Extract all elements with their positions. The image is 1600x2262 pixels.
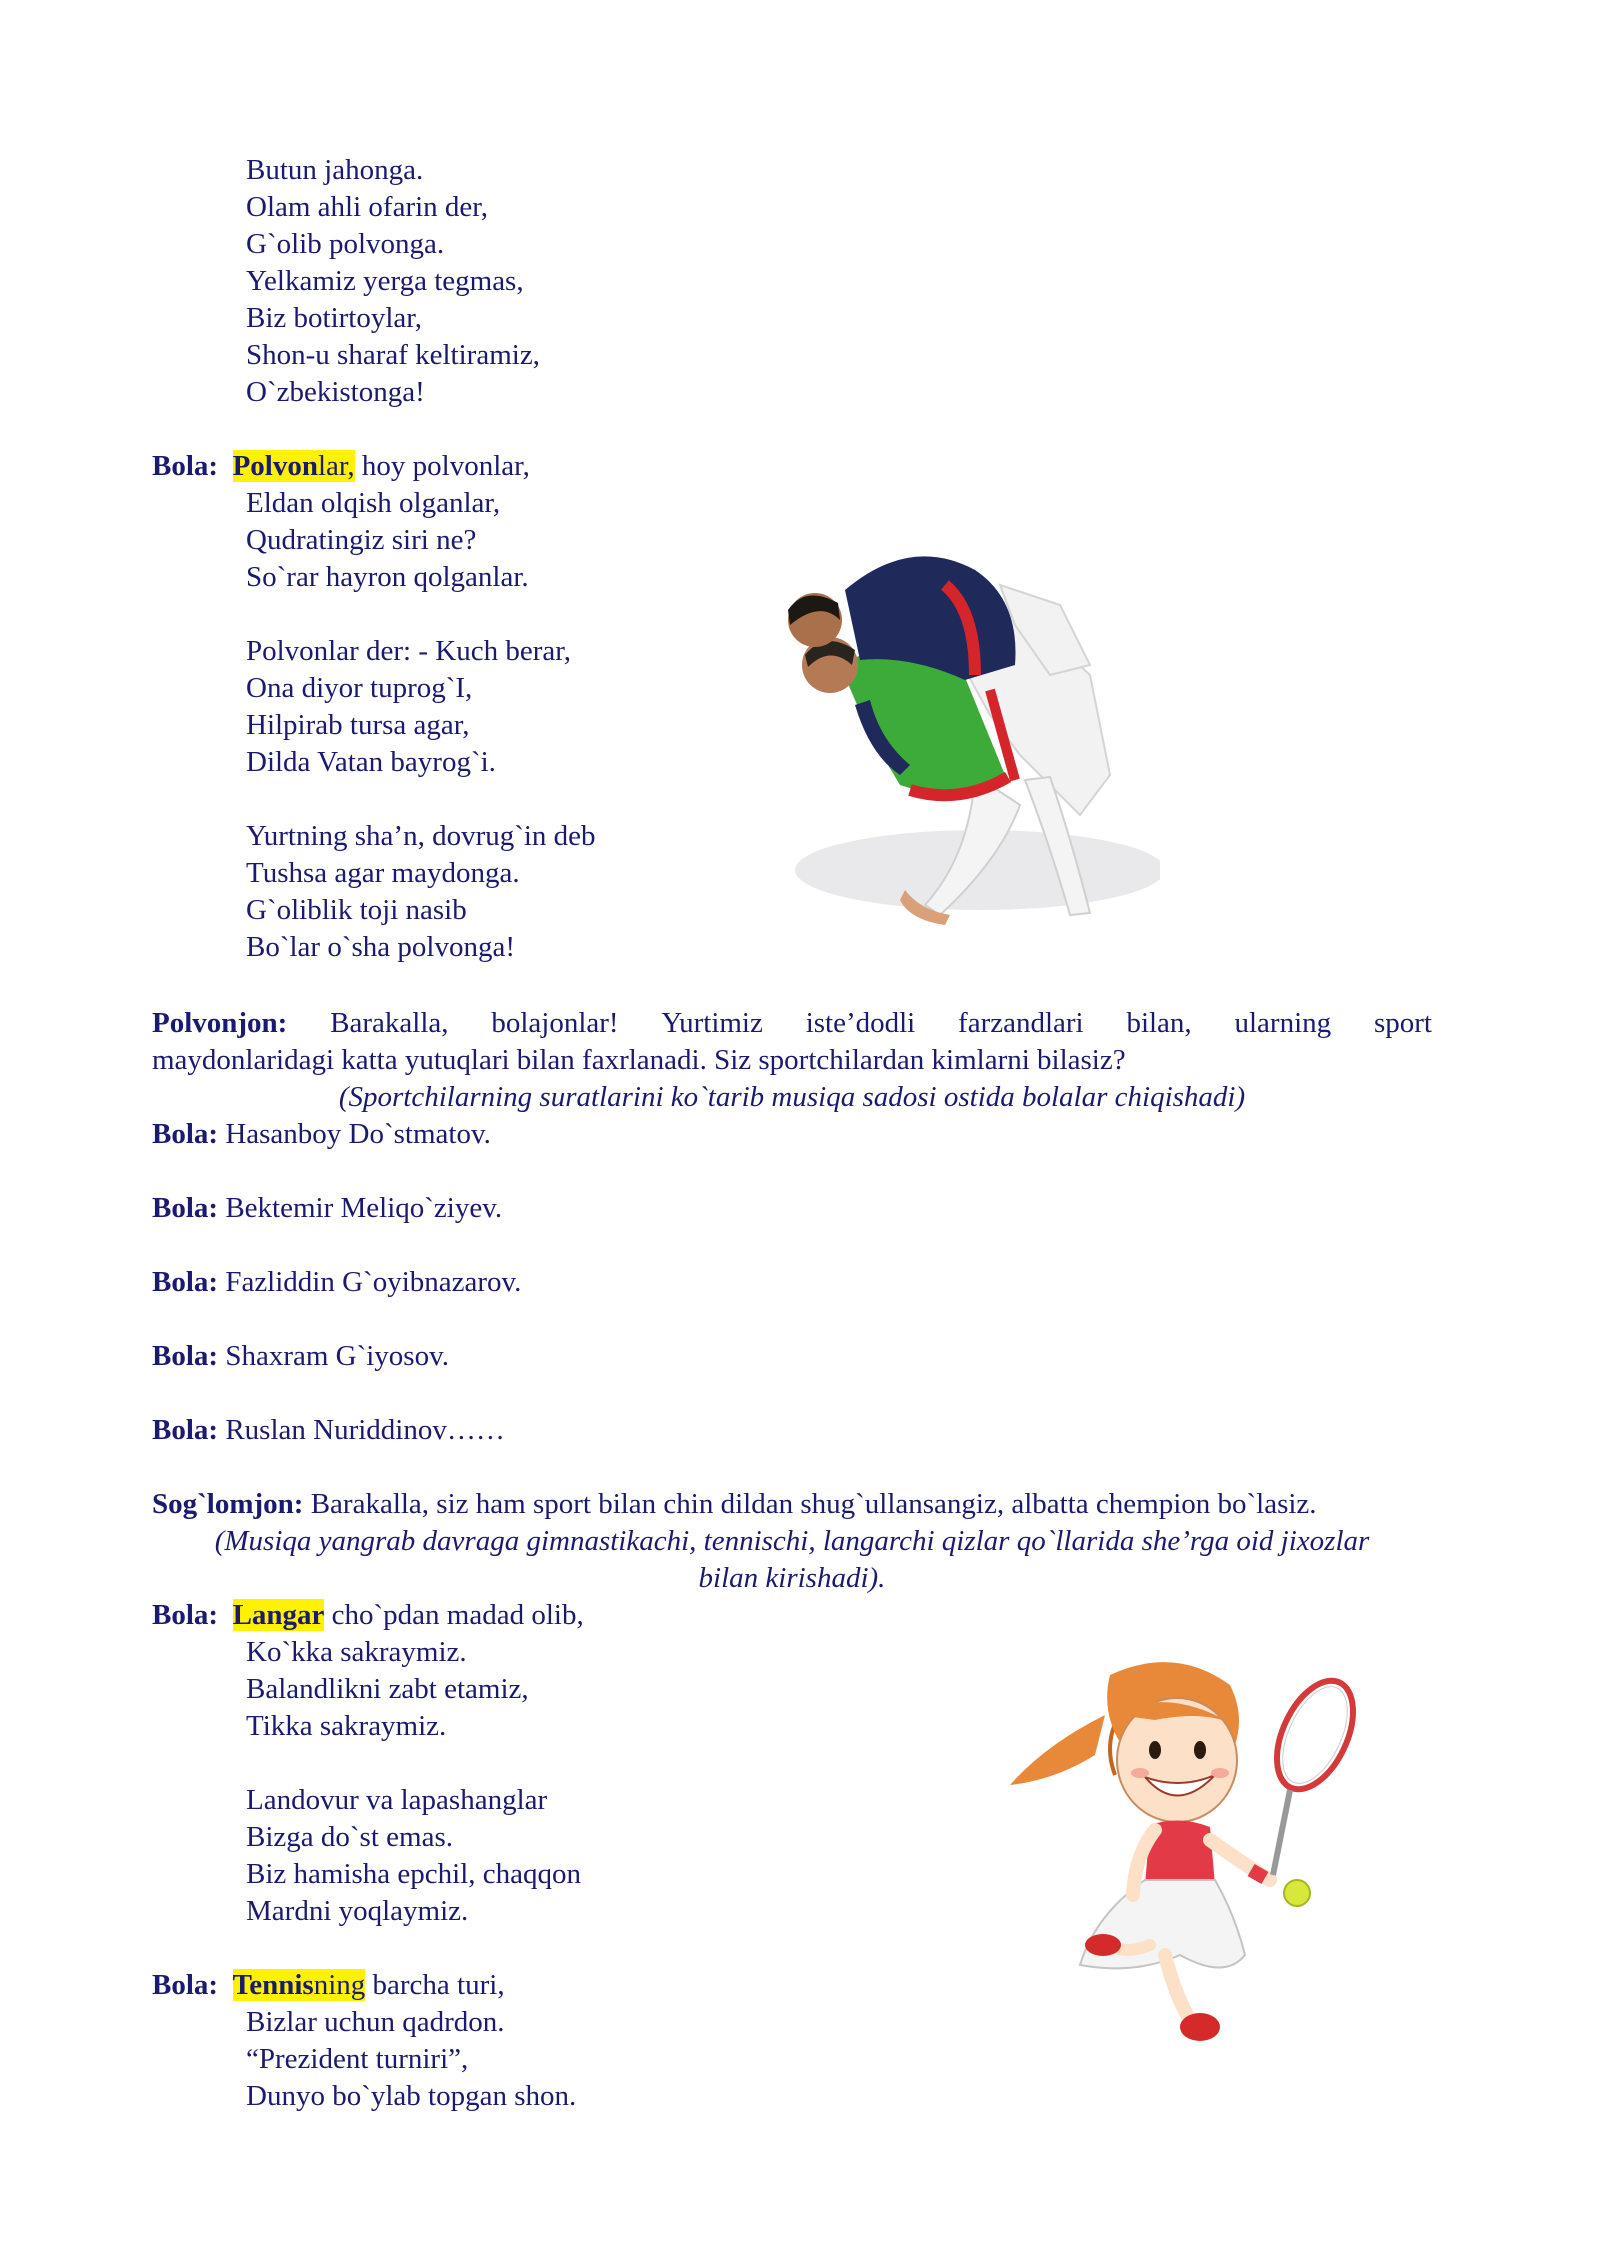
poem-line: Tikka sakraymiz. [246,1710,447,1742]
poem-line: Ona diyor tuprog`I, [246,672,473,704]
dialogue-text: Barakalla, siz ham sport bilan chin dildan shug`ullansangiz, albatta chempion bo`lasiz. [303,1488,1317,1520]
speaker-label: Bola: [152,1599,219,1631]
speaker-label: Bola: [152,1969,219,2001]
poem-line: Bizlar uchun qadrdon. [246,2006,505,2038]
dialogue-line [152,1967,505,2004]
word: iste’dodli [805,1007,916,1039]
wrestlers-image [760,515,1160,945]
poem-line: Tushsa agar maydonga. [246,857,520,889]
poem-line: Yelkamiz yerga tegmas, [246,265,524,297]
poem-line: Butun jahonga. [246,154,424,186]
athlete-line: Bola: Bektemir Meliqo`ziyev. [152,1192,503,1224]
highlighted-word: Langar [232,1599,325,1631]
poem-line: Eldan olqish olganlar, [246,487,501,519]
speaker-label: Polvonjon: [152,1007,288,1039]
poem-line: Shon-u sharaf keltiramiz, [246,339,540,371]
dialogue-line [152,448,530,485]
word: farzandlari [958,1007,1084,1039]
speaker-label: Sog`lomjon: [152,1488,304,1520]
word: Barakalla, [330,1007,449,1039]
stage-direction: (Musiqa yangrab davraga gimnastikachi, tennischi, langarchi qizlar qo`llarida she’rga oid jixozlar [214,1525,1370,1557]
poem-line: Dunyo bo`ylab topgan shon. [246,2080,577,2112]
poem-line: Mardni yoqlaymiz. [246,1895,469,1927]
athlete-line: Bola: Ruslan Nuriddinov…… [152,1414,505,1446]
paragraph-line [152,1005,1432,1042]
athlete-line: Bola: Shaxram G`iyosov. [152,1340,449,1372]
athlete-line: Bola: Fazliddin G`oyibnazarov. [152,1266,522,1298]
dialogue-text: hoy polvonlar, [354,450,530,482]
poem-line: Hilpirab tursa agar, [246,709,470,741]
poem-line: “Prezident turniri”, [246,2043,469,2075]
stage-direction: bilan kirishadi). [698,1562,886,1594]
word: bilan, [1126,1007,1192,1039]
poem-line: Ko`kka sakraymiz. [246,1636,467,1668]
athlete-line: Bola: Hasanboy Do`stmatov. [152,1118,491,1150]
poem-line: Landovur va lapashanglar [246,1784,548,1816]
poem-line: Bizga do`st emas. [246,1821,453,1853]
tennis-girl-image [1005,1655,1395,2050]
highlighted-word: Polvonlar, [232,450,355,482]
word: ularning [1234,1007,1332,1039]
poem-line: Qudratingiz siri ne? [246,524,477,556]
dialogue-line [152,1597,584,1634]
paragraph-line: maydonlaridagi katta yutuqlari bilan faxrlanadi. Siz sportchilardan kimlarni bilasiz? [152,1044,1126,1076]
word: sport [1373,1007,1432,1039]
dialogue-line [152,1486,1317,1523]
highlighted-word: Tennisning [232,1969,366,2001]
poem-line: So`rar hayron qolganlar. [246,561,529,593]
speaker-label: Bola: [152,450,219,482]
poem-line: Bo`lar o`sha polvonga! [246,931,515,963]
poem-line: Polvonlar der: - Kuch berar, [246,635,571,667]
poem-line: Dilda Vatan bayrog`i. [246,746,496,778]
word: bolajonlar! [491,1007,619,1039]
dialogue-text: cho`pdan madad olib, [324,1599,584,1631]
poem-line: G`oliblik toji nasib [246,894,467,926]
poem-line: G`olib polvonga. [246,228,445,260]
poem-line: Balandlikni zabt etamiz, [246,1673,529,1705]
stage-direction: (Sportchilarning suratlarini ko`tarib musiqa sadosi ostida bolalar chiqishadi) [338,1081,1246,1113]
poem-line: Yurtning sha’n, dovrug`in deb [246,820,596,852]
dialogue-text: barcha turi, [365,1969,505,2001]
poem-line: Biz hamisha epchil, chaqqon [246,1858,582,1890]
poem-line: Biz botirtoylar, [246,302,423,334]
poem-line: Olam ahli ofarin der, [246,191,489,223]
word: Yurtimiz [661,1007,763,1039]
poem-line: O`zbekistonga! [246,376,425,408]
